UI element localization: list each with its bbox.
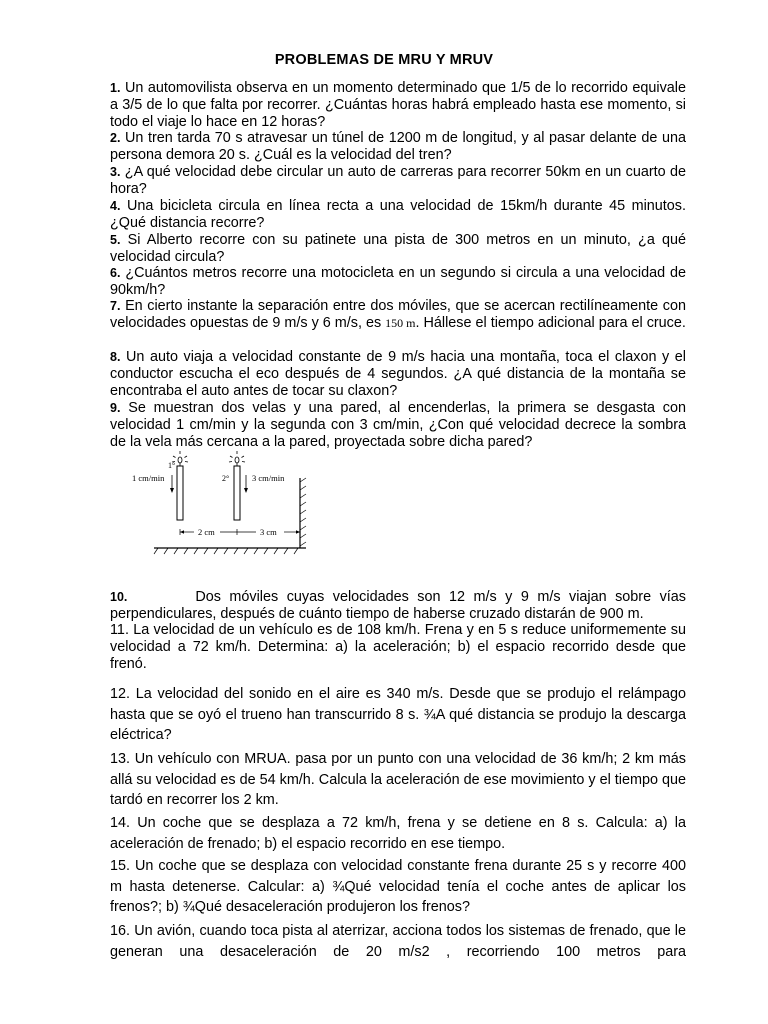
problem-number: 10. bbox=[110, 590, 128, 604]
candle-1 bbox=[177, 466, 183, 520]
problem-text: Dos móviles cuyas velocidades son 12 m/s y 9 m/s viajan sobre vías perpendiculares, después de cuánto tiempo de haberse cruzado distarán de 900 m. bbox=[110, 589, 686, 622]
candle-diagram bbox=[128, 448, 328, 560]
problem-text: ¿Cuántos metros recorre una motocicleta en un segundo si circula a una velocidad de 90km/h? bbox=[110, 265, 687, 298]
problem-9 bbox=[110, 400, 686, 451]
problem-number: 6. bbox=[110, 266, 121, 280]
problem-12 bbox=[110, 684, 686, 746]
problem-text: Un tren tarda 70 s atravesar un túnel de 1200 m de longitud, y al pasar delante de una persona demora 20 s. ¿Cuál es la velocidad del tren? bbox=[110, 130, 686, 163]
problem-7 bbox=[110, 298, 686, 332]
candle-1-label: 1° bbox=[168, 461, 176, 470]
problem-value: 150 m bbox=[385, 316, 416, 330]
distance-label-1: 2 cm bbox=[198, 527, 215, 537]
candle-2-arrowhead bbox=[244, 488, 248, 493]
problem-number: 2. bbox=[110, 131, 121, 145]
problem-text: . Hállese el tiempo adicional para el cruce. bbox=[415, 315, 686, 331]
problem-11 bbox=[110, 622, 686, 673]
problem-text: ¿A qué velocidad debe circular un auto de carreras para recorrer 50km en un cuarto de hora? bbox=[110, 164, 687, 197]
problem-number: 8. bbox=[110, 350, 121, 364]
problem-text: Si Alberto recorre con su patinete una pista de 300 metros en un minuto, ¿a qué velocidad circula? bbox=[110, 232, 686, 265]
flame-2-icon bbox=[229, 451, 245, 466]
problem-number: 9. bbox=[110, 401, 121, 415]
problem-number: 5. bbox=[110, 233, 121, 247]
candle-2-label: 2° bbox=[222, 474, 230, 483]
problem-text: 12. La velocidad del sonido en el aire es 340 m/s. Desde que se produjo el relámpago hasta que se oyó el trueno han transcurrido 8 s. ¾A qué distancia se produjo la descarga eléctrica? bbox=[110, 686, 686, 743]
problem-4 bbox=[110, 198, 686, 232]
problem-6 bbox=[110, 265, 686, 299]
dim-arrowhead-left bbox=[180, 530, 184, 533]
distance-label-2: 3 cm bbox=[260, 527, 277, 537]
problem-16 bbox=[110, 921, 686, 962]
problem-14 bbox=[110, 813, 686, 854]
problem-number: 4. bbox=[110, 199, 121, 213]
problem-2 bbox=[110, 130, 686, 164]
candle-1-arrowhead bbox=[170, 488, 174, 493]
problem-text: 11. La velocidad de un vehículo es de 108 km/h. Frena y en 5 s reduce uniformemente su velocidad a 72 km/h. Determina: a) la aceleración; b) el espacio recorrido desde que frenó. bbox=[110, 622, 686, 672]
candle-2 bbox=[234, 466, 240, 520]
problem-text: 16. Un avión, cuando toca pista al aterrizar, acciona todos los sistemas de frenado, que le generan una desaceleración de 20 m/s2 , recorriendo 100 metros para bbox=[110, 923, 686, 960]
problem-number: 7. bbox=[110, 299, 121, 313]
problem-10 bbox=[110, 589, 686, 623]
wall-hatching bbox=[300, 478, 306, 546]
problem-text: Una bicicleta circula en línea recta a una velocidad de 15km/h durante 45 minutos. ¿Qué distancia recorre? bbox=[110, 198, 686, 231]
problem-text: 15. Un coche que se desplaza con velocidad constante frena durante 25 s y recorre 400 m hasta detenerse. Calcular: a) ¾Qué velocidad tenía el coche antes de aplicar los frenos?; b) ¾Qué desaceleración produjeron los frenos? bbox=[110, 858, 686, 915]
problem-8 bbox=[110, 349, 686, 400]
floor-hatching bbox=[154, 548, 298, 554]
problem-5 bbox=[110, 232, 686, 266]
candle-1-speed: 1 cm/min bbox=[132, 473, 165, 483]
problem-15 bbox=[110, 856, 686, 918]
problem-number: 3. bbox=[110, 165, 121, 179]
problem-text: En cierto instante la separación entre dos móviles, que se acercan rectilíneamente con velocidades opuestas de 9 m/s y 6 m/s, es bbox=[110, 298, 686, 331]
problem-number: 1. bbox=[110, 81, 121, 95]
problem-text: Se muestran dos velas y una pared, al encenderlas, la primera se desgasta con velocidad 1 cm/min y la segunda con 3 cm/min, ¿Con qué velocidad decrece la sombra de la vela más cercana a la pared, proyectada sobre dicha pared? bbox=[110, 400, 687, 450]
problem-text: 14. Un coche que se desplaza a 72 km/h, frena y se detiene en 8 s. Calcula: a) la aceleración de frenado; b) el espacio recorrido en ese tiempo. bbox=[110, 815, 686, 852]
problem-13 bbox=[110, 749, 686, 811]
problem-3 bbox=[110, 164, 686, 198]
problem-1 bbox=[110, 80, 686, 131]
problem-text: Un auto viaja a velocidad constante de 9 m/s hacia una montaña, toca el claxon y el conductor escucha el eco después de 4 segundos. ¿A qué distancia de la montaña se encontraba el auto antes de tocar su claxon? bbox=[110, 349, 687, 399]
page-title: PROBLEMAS DE MRU Y MRUV bbox=[274, 52, 494, 68]
problem-text: Un automovilista observa en un momento determinado que 1/5 de lo recorrido equivale a 3/5 de lo que falta por recorrer. ¿Cuántas horas habrá empleado hasta ese momento, si todo el viaje lo hace en 12 horas? bbox=[110, 80, 687, 130]
problem-text: 13. Un vehículo con MRUA. pasa por un punto con una velocidad de 36 km/h; 2 km más allá su velocidad es de 54 km/h. Calcula la aceleración de ese movimiento y el tiempo que tardó en recorrer los 2 km. bbox=[110, 751, 686, 808]
candle-2-speed: 3 cm/min bbox=[252, 473, 285, 483]
